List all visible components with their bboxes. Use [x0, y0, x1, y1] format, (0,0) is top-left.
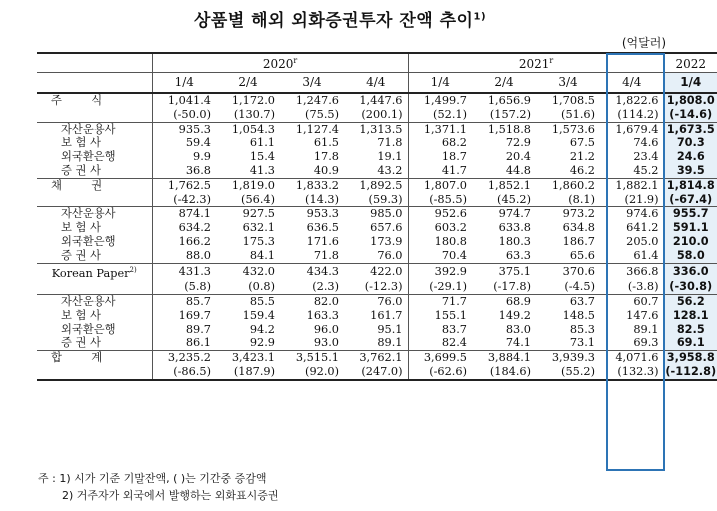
value-cell: 89.1 — [600, 323, 664, 337]
value-cell: 68.2 — [441, 136, 467, 150]
value-cell: 63.3 — [505, 248, 531, 262]
value-cell: 85.7 — [152, 294, 216, 308]
value-cell: 85.5 — [216, 294, 280, 308]
value-cell: 41.7 — [441, 163, 467, 177]
value-cell: 41.3 — [249, 163, 275, 177]
sub-row — [37, 164, 717, 178]
value-cell: 1,573.6 — [536, 122, 600, 136]
sub-row — [37, 207, 717, 221]
value-cell: (200.1) — [344, 108, 408, 122]
value-cell: 95.1 — [344, 323, 408, 337]
row-label: 보 험 사 — [37, 221, 152, 235]
value-cell: 128.1 — [664, 309, 717, 323]
value-cell: 83.0 — [505, 322, 531, 336]
value-cell: 3,423.1 — [216, 351, 280, 365]
value-cell: 60.7 — [600, 294, 664, 308]
value-cell: 93.0 — [313, 336, 339, 350]
value-cell: (55.2) — [536, 365, 600, 380]
value-cell: (-67.4) — [664, 193, 717, 207]
value-cell: 434.3 — [280, 263, 344, 280]
value-cell: 1,822.6 — [600, 93, 664, 108]
value-cell: 1,247.6 — [280, 93, 344, 108]
value-cell: 73.1 — [569, 336, 595, 350]
value-cell: (157.2) — [489, 107, 531, 121]
row-label: 합 계 — [37, 351, 152, 365]
value-cell: 1,860.2 — [536, 178, 600, 192]
value-cell: 1,762.5 — [152, 178, 216, 192]
value-cell: 70.3 — [664, 136, 717, 150]
sub-row — [37, 235, 717, 249]
value-cell: (-4.5) — [564, 280, 595, 294]
change-row — [37, 108, 717, 122]
corner-cell — [37, 53, 152, 73]
value-cell: 3,958.8 — [664, 351, 717, 365]
value-cell: 24.6 — [664, 150, 717, 164]
row-label: 증 권 사 — [37, 336, 152, 350]
value-cell: (-29.1) — [429, 280, 467, 294]
value-cell: 1,447.6 — [344, 93, 408, 108]
value-cell: 1,041.4 — [152, 93, 216, 108]
value-cell: 18.7 — [441, 150, 467, 164]
value-cell: 58.0 — [664, 249, 717, 263]
row-label: 자산운용사 — [37, 207, 152, 221]
value-cell: 71.8 — [313, 248, 339, 262]
value-cell: 45.2 — [600, 164, 664, 178]
value-cell: (-42.3) — [173, 192, 211, 206]
year-header: 2020$^r$ — [152, 53, 408, 73]
value-cell: 82.0 — [280, 294, 344, 308]
value-cell: 88.0 — [185, 248, 211, 262]
value-cell: (-3.8) — [600, 280, 664, 294]
value-cell: (52.1) — [433, 107, 467, 121]
value-cell: 3,515.1 — [280, 351, 344, 365]
investment-table — [37, 52, 717, 381]
change-row — [37, 193, 717, 207]
value-cell: 148.5 — [562, 308, 595, 322]
value-cell: 67.5 — [569, 136, 595, 150]
value-cell: (-86.5) — [152, 365, 216, 380]
group-row — [37, 178, 717, 192]
total-row — [37, 351, 717, 365]
value-cell: 3,235.2 — [152, 351, 216, 365]
value-cell: 92.9 — [249, 336, 275, 350]
value-cell: 985.0 — [344, 207, 408, 221]
value-cell: 94.2 — [249, 322, 275, 336]
value-cell: 82.5 — [664, 323, 717, 337]
value-cell: (2.3) — [312, 280, 339, 294]
value-cell: 69.1 — [664, 336, 717, 350]
value-cell: 74.1 — [505, 336, 531, 350]
row-label: 증 권 사 — [37, 164, 152, 178]
value-cell: 3,884.1 — [472, 351, 536, 365]
value-cell: 874.1 — [152, 207, 216, 221]
value-cell: 175.3 — [242, 234, 275, 248]
value-cell: (130.7) — [233, 107, 275, 121]
value-cell: 76.0 — [344, 294, 408, 308]
value-cell: 1,679.4 — [600, 122, 664, 136]
page-title: 상품별 해외 외화증권투자 잔액 추이$^{1)}$ — [193, 11, 487, 31]
value-cell: 366.8 — [600, 263, 664, 280]
value-cell: 163.3 — [306, 308, 339, 322]
value-cell: (56.4) — [241, 192, 275, 206]
value-cell: (21.9) — [600, 193, 664, 207]
row-label — [37, 365, 152, 380]
row-label: 외국환은행 — [37, 150, 152, 164]
value-cell: 1,807.0 — [408, 178, 472, 192]
value-cell: (14.3) — [305, 192, 339, 206]
value-cell: 603.2 — [434, 221, 467, 235]
value-cell: (-50.0) — [173, 107, 211, 121]
quarter-header: 2/4 — [216, 73, 280, 94]
value-cell: (92.0) — [280, 365, 344, 380]
value-cell: 632.1 — [242, 221, 275, 235]
row-label: 외국환은행 — [37, 235, 152, 249]
value-cell: 17.8 — [313, 150, 339, 164]
sub-row — [37, 136, 717, 150]
value-cell: 180.3 — [498, 234, 531, 248]
value-cell: (-12.3) — [344, 280, 408, 294]
value-cell: (-112.8) — [665, 364, 717, 378]
footnote-1: 주 : 1) 시가 기준 기말잔액, ( )는 기간중 증감액 — [38, 472, 267, 485]
change-row — [37, 280, 717, 294]
value-cell: 955.7 — [664, 207, 717, 221]
row-label: 주 식 — [37, 93, 152, 108]
row-label — [37, 108, 152, 122]
value-cell: 636.5 — [306, 221, 339, 235]
value-cell: 974.7 — [472, 207, 536, 221]
value-cell: 974.6 — [600, 207, 664, 221]
value-cell: (-17.8) — [493, 280, 531, 294]
value-cell: 171.6 — [306, 234, 339, 248]
value-cell: 1,814.8 — [664, 178, 717, 192]
value-cell: 1,054.3 — [216, 122, 280, 136]
row-label — [37, 280, 152, 294]
value-cell: 84.1 — [249, 248, 275, 262]
value-cell: 927.5 — [216, 207, 280, 221]
value-cell: 70.4 — [441, 248, 467, 262]
value-cell: 85.3 — [569, 322, 595, 336]
value-cell: 61.1 — [249, 136, 275, 150]
value-cell: 15.4 — [249, 150, 275, 164]
unit-label: (억달러) — [621, 36, 666, 50]
value-cell: 336.0 — [664, 263, 717, 280]
value-cell: (-30.8) — [664, 280, 717, 294]
value-cell: 952.6 — [408, 207, 472, 221]
value-cell: 1,852.1 — [472, 178, 536, 192]
row-label: 증 권 사 — [37, 249, 152, 263]
value-cell: 4,071.6 — [600, 351, 664, 365]
value-cell: 1,172.0 — [216, 93, 280, 108]
value-cell: 657.6 — [344, 221, 408, 235]
value-cell: (8.1) — [568, 192, 595, 206]
value-cell: 82.4 — [441, 336, 467, 350]
value-cell: 431.3 — [152, 263, 216, 280]
footnotes — [38, 470, 279, 504]
value-cell: 61.5 — [313, 136, 339, 150]
quarter-header: 4/4 — [344, 73, 408, 94]
year-header-row — [37, 53, 717, 73]
value-cell: 1,656.9 — [472, 93, 536, 108]
value-cell: 591.1 — [664, 221, 717, 235]
value-cell: 76.0 — [344, 249, 408, 263]
value-cell: 641.2 — [600, 221, 664, 235]
value-cell: 56.2 — [664, 294, 717, 308]
value-cell: 96.0 — [313, 322, 339, 336]
value-cell: (45.2) — [497, 192, 531, 206]
value-cell: (5.8) — [184, 280, 211, 294]
value-cell: 1,673.5 — [664, 122, 717, 136]
value-cell: 68.9 — [472, 294, 536, 308]
sub-row — [37, 323, 717, 337]
sub-row — [37, 249, 717, 263]
value-cell: 83.7 — [441, 322, 467, 336]
quarter-header-row — [37, 73, 717, 94]
sub-row — [37, 294, 717, 308]
quarter-header: 2/4 — [472, 73, 536, 94]
row-label: Korean Paper$^{2)}$ — [37, 263, 152, 280]
quarter-header: 1/4 — [664, 73, 717, 94]
sub-row — [37, 150, 717, 164]
sub-row — [37, 221, 717, 235]
value-cell: 422.0 — [344, 263, 408, 280]
value-cell: 19.1 — [344, 150, 408, 164]
value-cell: 1,808.0 — [664, 93, 717, 108]
group-row — [37, 263, 717, 280]
value-cell: 1,819.0 — [216, 178, 280, 192]
value-cell: (51.6) — [561, 107, 595, 121]
value-cell: 161.7 — [344, 309, 408, 323]
value-cell: 634.2 — [178, 221, 211, 235]
row-label: 외국환은행 — [37, 323, 152, 337]
quarter-header: 1/4 — [408, 73, 472, 94]
value-cell: (247.0) — [344, 365, 408, 380]
year-header: 2022 — [664, 53, 717, 73]
value-cell: 169.7 — [178, 308, 211, 322]
value-cell: 180.8 — [434, 234, 467, 248]
value-cell: 633.8 — [498, 221, 531, 235]
value-cell: 61.4 — [600, 249, 664, 263]
group-row — [37, 93, 717, 108]
row-label: 자산운용사 — [37, 122, 152, 136]
value-cell: 46.2 — [569, 163, 595, 177]
value-cell: (59.3) — [344, 193, 408, 207]
value-cell: 432.0 — [216, 263, 280, 280]
value-cell: 370.6 — [536, 263, 600, 280]
value-cell: 159.4 — [242, 308, 275, 322]
value-cell: 86.1 — [185, 336, 211, 350]
value-cell: (75.5) — [305, 107, 339, 121]
value-cell: 74.6 — [600, 136, 664, 150]
value-cell: 59.4 — [185, 136, 211, 150]
footnote-2: 2) 거주자가 외국에서 발행하는 외화표시증권 — [62, 489, 279, 502]
row-label — [37, 193, 152, 207]
value-cell: (-85.5) — [429, 192, 467, 206]
value-cell: 71.8 — [344, 136, 408, 150]
value-cell: (-62.6) — [408, 365, 472, 380]
value-cell: 1,499.7 — [408, 93, 472, 108]
value-cell: 1,371.1 — [408, 122, 472, 136]
value-cell: 36.8 — [185, 163, 211, 177]
value-cell: (0.8) — [248, 280, 275, 294]
value-cell: 186.7 — [562, 234, 595, 248]
value-cell: 634.8 — [562, 221, 595, 235]
value-cell: 973.2 — [536, 207, 600, 221]
quarter-header: 1/4 — [152, 73, 216, 94]
value-cell: 1,127.4 — [280, 122, 344, 136]
value-cell: 3,762.1 — [344, 351, 408, 365]
quarter-header: 3/4 — [280, 73, 344, 94]
quarter-header: 3/4 — [536, 73, 600, 94]
value-cell: 205.0 — [600, 235, 664, 249]
row-label: 자산운용사 — [37, 294, 152, 308]
value-cell: 375.1 — [472, 263, 536, 280]
value-cell: 72.9 — [505, 136, 531, 150]
year-header: 2021$^r$ — [408, 53, 664, 73]
value-cell: (114.2) — [600, 108, 664, 122]
total-change-row — [37, 365, 717, 380]
value-cell: 953.3 — [280, 207, 344, 221]
value-cell: 3,699.5 — [408, 351, 472, 365]
value-cell: 65.6 — [569, 248, 595, 262]
value-cell: 166.2 — [178, 234, 211, 248]
sub-row — [37, 122, 717, 136]
value-cell: 20.4 — [505, 150, 531, 164]
sub-row — [37, 336, 717, 350]
value-cell: 1,892.5 — [344, 178, 408, 192]
value-cell: 210.0 — [664, 235, 717, 249]
value-cell: 1,833.2 — [280, 178, 344, 192]
value-cell: 43.2 — [344, 164, 408, 178]
value-cell: 1,518.8 — [472, 122, 536, 136]
value-cell: 69.3 — [600, 336, 664, 350]
value-cell: 9.9 — [193, 150, 211, 164]
quarter-header: 4/4 — [600, 73, 664, 94]
row-label: 보 험 사 — [37, 136, 152, 150]
value-cell: (184.6) — [472, 365, 536, 380]
value-cell: 71.7 — [408, 294, 472, 308]
value-cell: 149.2 — [498, 308, 531, 322]
value-cell: (187.9) — [216, 365, 280, 380]
row-label: 보 험 사 — [37, 309, 152, 323]
value-cell: (132.3) — [600, 365, 664, 380]
value-cell: 147.6 — [600, 309, 664, 323]
value-cell: 44.8 — [505, 163, 531, 177]
value-cell: 3,939.3 — [536, 351, 600, 365]
value-cell: 40.9 — [313, 163, 339, 177]
value-cell: 392.9 — [408, 263, 472, 280]
value-cell: 1,708.5 — [536, 93, 600, 108]
value-cell: 1,882.1 — [600, 178, 664, 192]
value-cell: 89.1 — [344, 336, 408, 350]
value-cell: 935.3 — [152, 122, 216, 136]
value-cell: 1,313.5 — [344, 122, 408, 136]
value-cell: 21.2 — [569, 150, 595, 164]
value-cell: 39.5 — [664, 164, 717, 178]
sub-row — [37, 309, 717, 323]
value-cell: 63.7 — [536, 294, 600, 308]
value-cell: 89.7 — [185, 322, 211, 336]
value-cell: (-14.6) — [664, 108, 717, 122]
value-cell: 173.9 — [344, 235, 408, 249]
value-cell: 155.1 — [434, 308, 467, 322]
row-label: 채 권 — [37, 178, 152, 192]
value-cell: 23.4 — [600, 150, 664, 164]
